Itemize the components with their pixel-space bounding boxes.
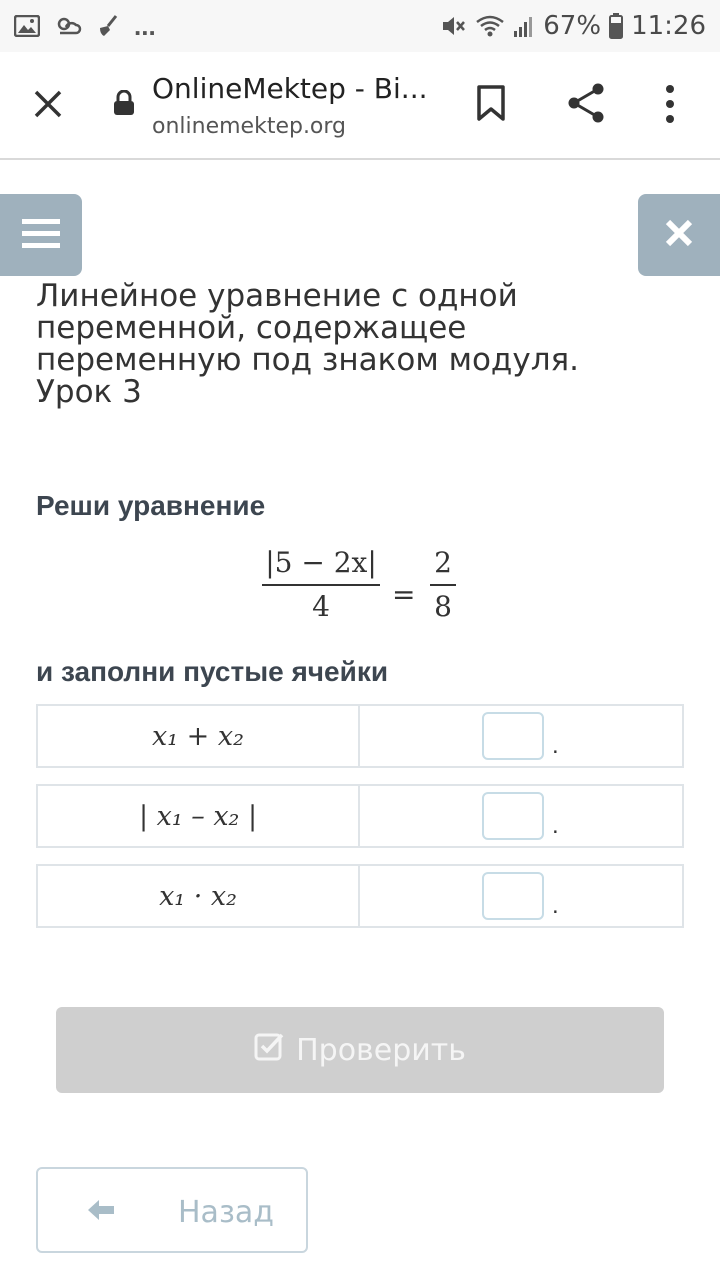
more-notifications-text: ... bbox=[134, 10, 156, 41]
status-right bbox=[441, 11, 706, 41]
right-denominator: 8 bbox=[434, 590, 452, 623]
image-notification-icon bbox=[14, 15, 40, 37]
battery-icon bbox=[609, 13, 623, 39]
browser-toolbar bbox=[0, 52, 720, 160]
mute-icon bbox=[441, 14, 467, 38]
equals-sign: = bbox=[392, 578, 416, 611]
right-fraction bbox=[430, 546, 456, 624]
answer-input[interactable] bbox=[482, 872, 544, 920]
lesson-title-line: Урок 3 bbox=[36, 374, 142, 410]
fraction-bar bbox=[430, 584, 456, 586]
table-row bbox=[36, 784, 684, 848]
left-fraction bbox=[262, 546, 380, 624]
lesson-menu-button[interactable] bbox=[0, 194, 82, 276]
right-numerator: 2 bbox=[434, 546, 452, 579]
equation bbox=[262, 546, 462, 636]
lesson-title-line: переменной, содержащее bbox=[36, 310, 467, 346]
hamburger-icon bbox=[22, 217, 60, 254]
weather-notification-icon bbox=[54, 15, 82, 37]
left-numerator: |5 − 2x| bbox=[265, 546, 377, 579]
close-lesson-button[interactable] bbox=[638, 194, 720, 276]
left-denominator: 4 bbox=[312, 590, 330, 623]
expression-cell: x₁ · x₂ bbox=[38, 866, 360, 926]
answer-suffix: . bbox=[552, 732, 559, 759]
back-button-label: Назад bbox=[178, 1195, 275, 1230]
bookmark-icon[interactable] bbox=[476, 84, 506, 127]
close-icon bbox=[664, 218, 694, 253]
clock-time: 11:26 bbox=[631, 11, 706, 41]
expression-cell: | x₁ – x₂ | bbox=[38, 786, 360, 846]
status-left-icons bbox=[14, 11, 156, 42]
answer-input[interactable] bbox=[482, 712, 544, 760]
status-bar bbox=[0, 0, 720, 52]
checkbox-checked-icon bbox=[254, 1031, 284, 1069]
cleaner-notification-icon bbox=[96, 14, 120, 38]
answer-suffix: . bbox=[552, 812, 559, 839]
back-button[interactable] bbox=[36, 1167, 308, 1253]
page-url[interactable]: onlinemektep.org bbox=[152, 114, 347, 139]
table-row bbox=[36, 864, 684, 928]
more-options-icon[interactable] bbox=[664, 84, 676, 129]
answer-cell bbox=[360, 786, 682, 846]
expression-cell: x₁ + x₂ bbox=[38, 706, 360, 766]
check-button[interactable] bbox=[56, 1007, 664, 1093]
lesson-title-line: переменную под знаком модуля. bbox=[36, 342, 580, 378]
lock-icon bbox=[112, 90, 136, 121]
share-icon[interactable] bbox=[566, 82, 606, 129]
lesson-title bbox=[36, 280, 676, 408]
answer-suffix: . bbox=[552, 892, 559, 919]
answer-cell bbox=[360, 866, 682, 926]
answer-input[interactable] bbox=[482, 792, 544, 840]
task-instruction: Реши уравнение bbox=[36, 490, 266, 521]
fill-instruction: и заполни пустые ячейки bbox=[36, 656, 389, 687]
answer-cell bbox=[360, 706, 682, 766]
signal-icon bbox=[513, 14, 535, 38]
table-row bbox=[36, 704, 684, 768]
wifi-icon bbox=[475, 14, 505, 38]
answer-table bbox=[36, 704, 684, 944]
page-title[interactable]: OnlineMektep - Bi... bbox=[152, 72, 428, 105]
close-tab-icon[interactable] bbox=[26, 82, 70, 126]
battery-percent: 67% bbox=[543, 11, 602, 41]
lesson-title-line: Линейное уравнение с одной bbox=[36, 278, 518, 314]
check-button-label: Проверить bbox=[296, 1032, 466, 1068]
arrow-left-icon bbox=[86, 1197, 116, 1228]
fraction-bar bbox=[262, 584, 380, 586]
